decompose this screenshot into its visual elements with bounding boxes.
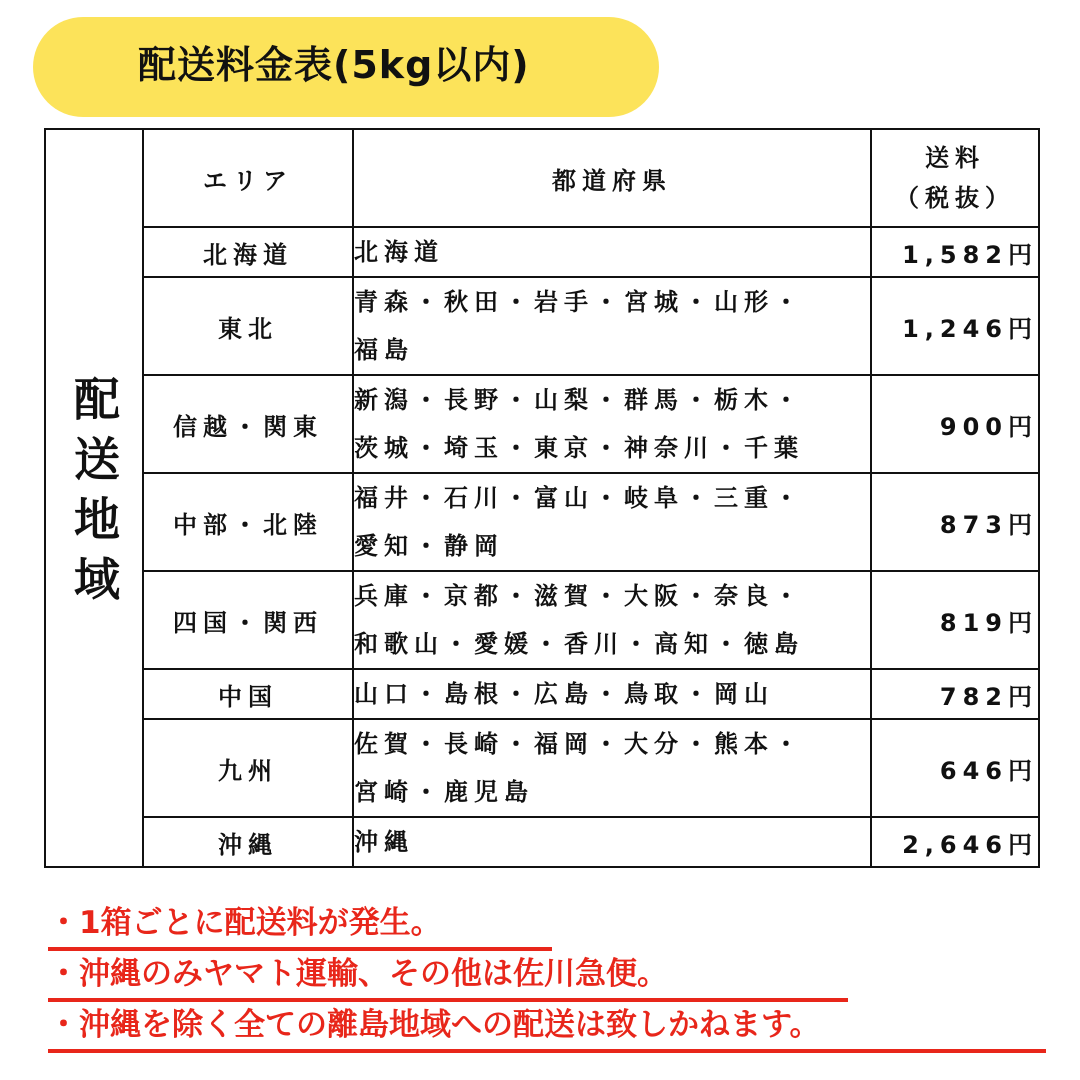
prefectures-line: 佐賀・長崎・福岡・大分・熊本・ xyxy=(354,730,804,758)
prefectures-line: 愛知・静岡 xyxy=(354,532,504,560)
note-item xyxy=(48,1002,1058,1053)
prefectures-line: 沖縄 xyxy=(354,828,414,856)
area-cell: 沖縄 xyxy=(143,817,353,867)
prefectures-line: 福島 xyxy=(354,336,414,364)
note-underline xyxy=(48,1049,1046,1053)
prefectures-line: 山口・島根・広島・鳥取・岡山 xyxy=(354,680,774,708)
note-text: ・沖縄のみヤマト運輸、その他は佐川急便。 xyxy=(48,956,668,992)
area-cell: 北海道 xyxy=(143,227,353,277)
prefectures-line: 新潟・長野・山梨・群馬・栃木・ xyxy=(354,386,804,414)
prefectures-cell xyxy=(353,669,871,719)
area-cell: 東北 xyxy=(143,277,353,375)
notes-list xyxy=(48,900,1058,1053)
prefectures-cell xyxy=(353,571,871,669)
header-prefectures: 都道府県 xyxy=(353,129,871,227)
prefectures-line: 和歌山・愛媛・香川・高知・徳島 xyxy=(354,630,804,658)
note-item xyxy=(48,900,1058,951)
area-cell: 信越・関東 xyxy=(143,375,353,473)
prefectures-cell xyxy=(353,719,871,817)
prefectures-cell xyxy=(353,277,871,375)
prefectures-line: 福井・石川・富山・岐阜・三重・ xyxy=(354,484,804,512)
note-text: ・沖縄を除く全ての離島地域への配送は致しかねます。 xyxy=(48,1007,821,1043)
prefectures-cell xyxy=(353,817,871,867)
delivery-region-side-cell xyxy=(45,129,143,867)
prefectures-cell xyxy=(353,227,871,277)
area-cell: 中部・北陸 xyxy=(143,473,353,571)
table-row xyxy=(45,227,1039,277)
table-row xyxy=(45,375,1039,473)
header-fee-line2: （税抜） xyxy=(895,184,1015,212)
header-fee xyxy=(871,129,1039,227)
fee-cell: 873円 xyxy=(871,473,1039,571)
delivery-region-label: 配送地域 xyxy=(67,375,121,615)
fee-cell: 782円 xyxy=(871,669,1039,719)
fee-cell: 900円 xyxy=(871,375,1039,473)
table-row xyxy=(45,669,1039,719)
prefectures-line: 兵庫・京都・滋賀・大阪・奈良・ xyxy=(354,582,804,610)
note-text: ・1箱ごとに配送料が発生。 xyxy=(48,905,442,941)
header-area: エリア xyxy=(143,129,353,227)
fee-cell: 1,246円 xyxy=(871,277,1039,375)
fee-cell: 1,582円 xyxy=(871,227,1039,277)
note-item xyxy=(48,951,1058,1002)
table-row xyxy=(45,571,1039,669)
table-header-row xyxy=(45,129,1039,227)
area-cell: 四国・関西 xyxy=(143,571,353,669)
table-row xyxy=(45,817,1039,867)
fee-cell: 646円 xyxy=(871,719,1039,817)
prefectures-line: 茨城・埼玉・東京・神奈川・千葉 xyxy=(354,434,804,462)
area-cell: 九州 xyxy=(143,719,353,817)
shipping-rate-table xyxy=(44,128,1040,868)
table-row xyxy=(45,719,1039,817)
header-fee-line1: 送料 xyxy=(925,144,985,172)
page-title: 配送料金表(5kg以内) xyxy=(138,43,530,87)
prefectures-cell xyxy=(353,375,871,473)
table-row xyxy=(45,277,1039,375)
prefectures-line: 青森・秋田・岩手・宮城・山形・ xyxy=(354,288,804,316)
fee-cell: 819円 xyxy=(871,571,1039,669)
area-cell: 中国 xyxy=(143,669,353,719)
prefectures-cell xyxy=(353,473,871,571)
prefectures-line: 北海道 xyxy=(354,238,444,266)
prefectures-line: 宮崎・鹿児島 xyxy=(354,778,534,806)
fee-cell: 2,646円 xyxy=(871,817,1039,867)
table-row xyxy=(45,473,1039,571)
